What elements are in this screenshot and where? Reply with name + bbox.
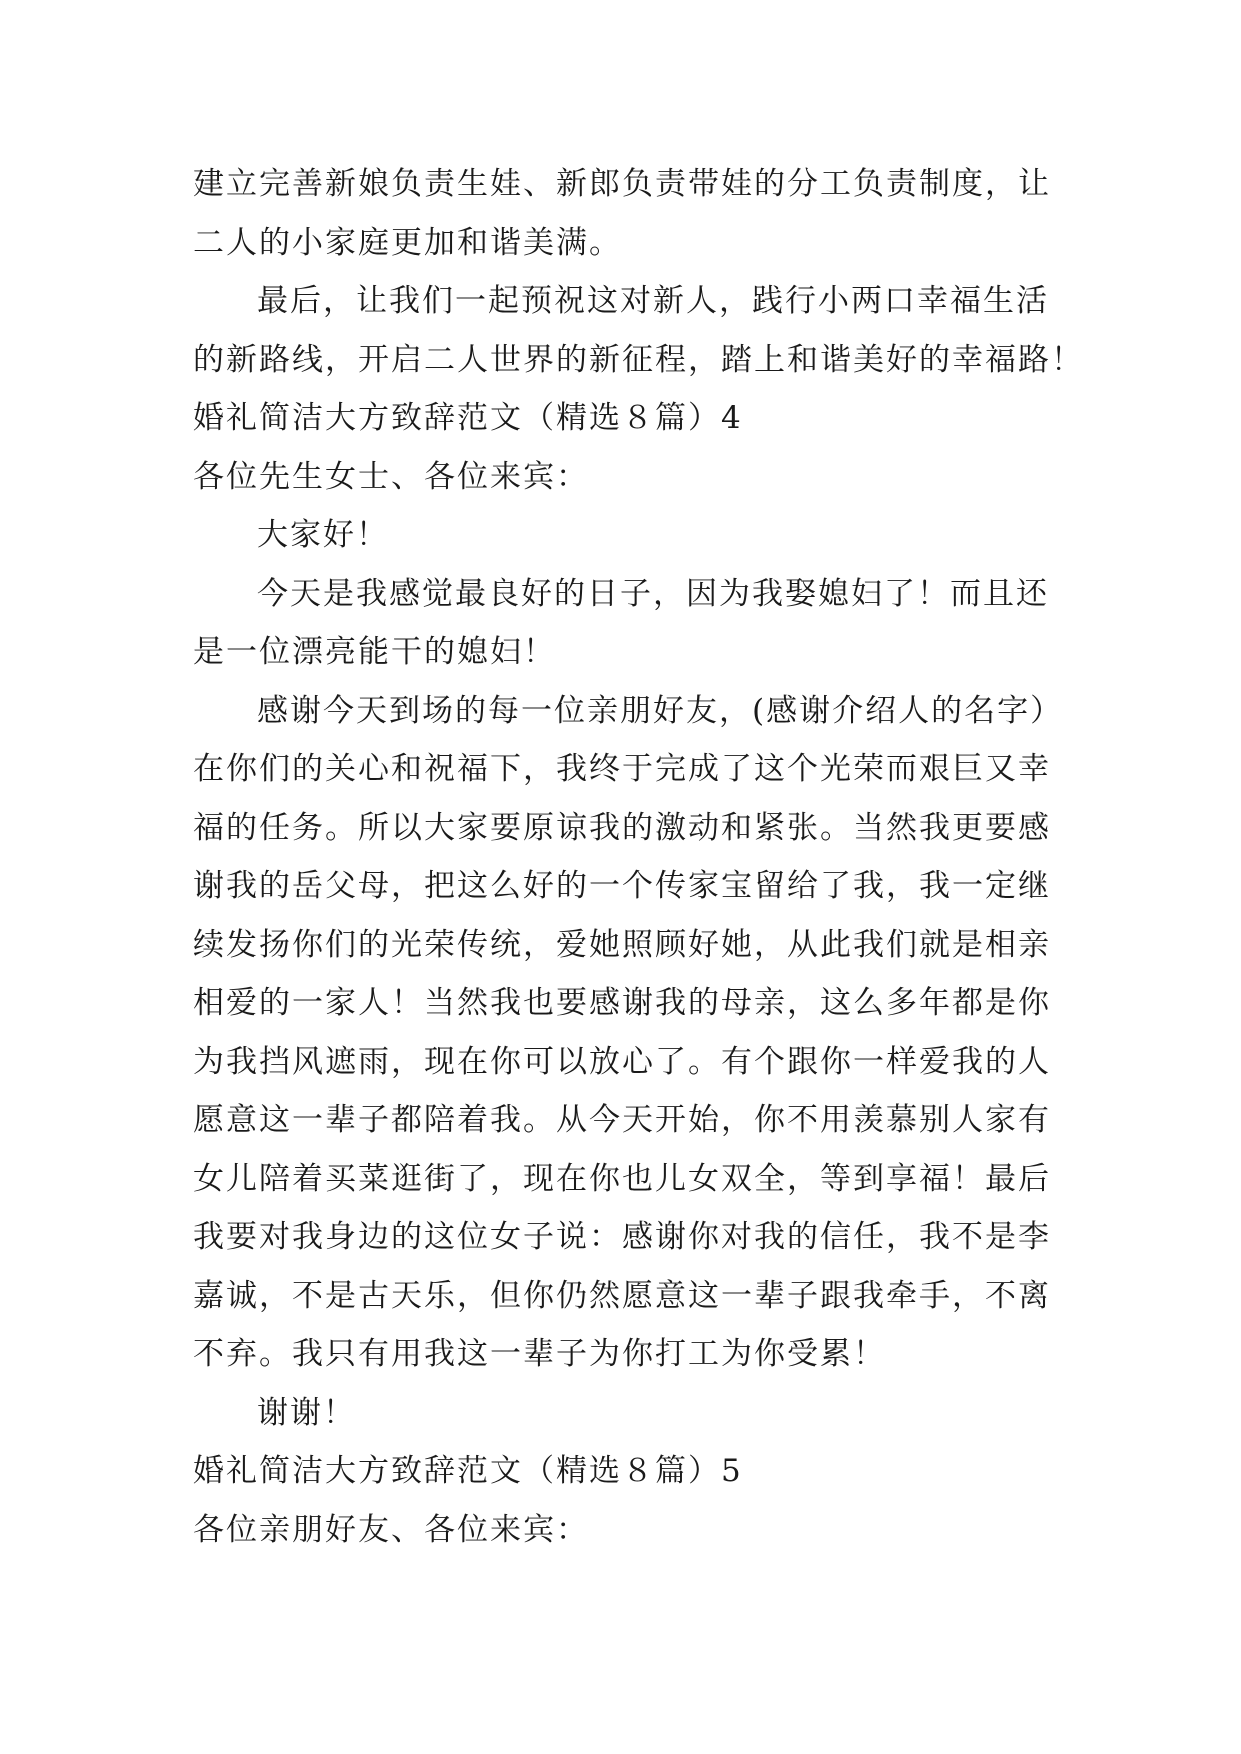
paragraph-start: 感谢今天到场的每一位亲朋好友，(感谢介绍人的名字）	[257, 692, 1064, 729]
salutation: 各位先生女士、各位来宾：	[193, 458, 589, 495]
text-line: 愿意这一辈子都陪着我。从今天开始，你不用羡慕别人家有	[193, 1102, 1051, 1138]
paragraph-start: 今天是我感觉最良好的日子，因为我娶媳妇了！而且还	[257, 575, 1049, 612]
closing-thanks: 谢谢！	[257, 1394, 356, 1431]
text-line: 不弃。我只有用我这一辈子为你打工为你受累！	[193, 1336, 886, 1372]
paragraph-start: 最后，让我们一起预祝这对新人，践行小两口幸福生活	[257, 283, 1049, 319]
text-line: 我要对我身边的这位女子说：感谢你对我的信任，我不是李	[193, 1219, 1051, 1255]
text-line: 相爱的一家人！当然我也要感谢我的母亲，这么多年都是你	[193, 985, 1051, 1021]
text-line: 为我挡风遮雨，现在你可以放心了。有个跟你一样爱我的人	[193, 1043, 1051, 1080]
text-line: 是一位漂亮能干的媳妇！	[193, 634, 556, 670]
text-line: 的新路线，开启二人世界的新征程，踏上和谐美好的幸福路！	[193, 341, 1084, 378]
document-body	[193, 155, 1084, 1559]
section-heading: 婚礼简洁大方致辞范文（精选８篇）4	[193, 400, 743, 436]
text-line: 女儿陪着买菜逛街了，现在你也儿女双全，等到享福！最后	[193, 1160, 1051, 1197]
text-line: 续发扬你们的光荣传统，爱她照顾好她，从此我们就是相亲	[193, 926, 1051, 963]
text-line: 在你们的关心和祝福下，我终于完成了这个光荣而艰巨又幸	[193, 751, 1051, 787]
text-line: 福的任务。所以大家要原谅我的激动和紧张。当然我更要感	[193, 809, 1051, 846]
text-line: 嘉诚，不是古天乐，但你仍然愿意这一辈子跟我牵手，不离	[193, 1277, 1051, 1314]
text-line: 建立完善新娘负责生娃、新郎负责带娃的分工负责制度，让	[193, 166, 1051, 202]
text-line: 谢我的岳父母，把这么好的一个传家宝留给了我，我一定继	[193, 868, 1051, 904]
salutation: 各位亲朋好友、各位来宾：	[193, 1511, 589, 1548]
section-heading: 婚礼简洁大方致辞范文（精选８篇）5	[193, 1453, 743, 1489]
text-line: 二人的小家庭更加和谐美满。	[193, 224, 622, 261]
greeting: 大家好！	[257, 517, 389, 553]
